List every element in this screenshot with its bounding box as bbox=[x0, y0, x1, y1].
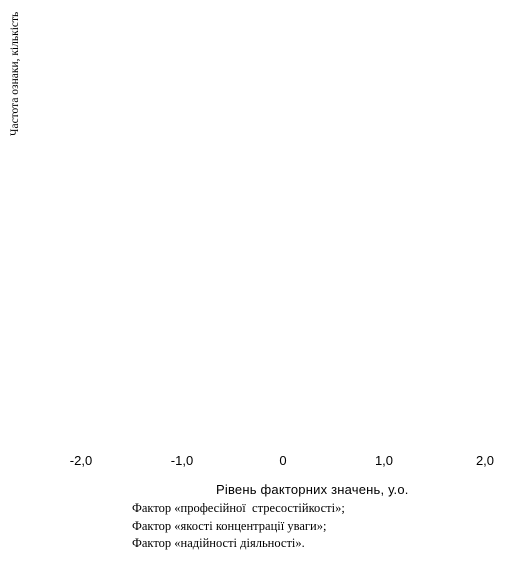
y-axis-label: Частота ознаки, кількість bbox=[9, 11, 21, 136]
x-tick-label: -1,0 bbox=[170, 453, 194, 468]
legend-item-activity-reliability: Фактор «надійності діяльності». bbox=[132, 536, 305, 550]
legend-item-professional-stress-resistance: Фактор «професійної стресостійкості»; bbox=[132, 501, 345, 515]
x-tick-label: 2,0 bbox=[475, 453, 495, 468]
x-tick-label: 1,0 bbox=[374, 453, 394, 468]
x-tick-label: -2,0 bbox=[69, 453, 93, 468]
legend bbox=[132, 500, 345, 553]
x-axis-label: Рівень факторних значень, у.о. bbox=[216, 482, 409, 497]
x-tick-label: 0 bbox=[279, 453, 287, 468]
legend-item-attention-concentration: Фактор «якості концентрації уваги»; bbox=[132, 518, 327, 533]
